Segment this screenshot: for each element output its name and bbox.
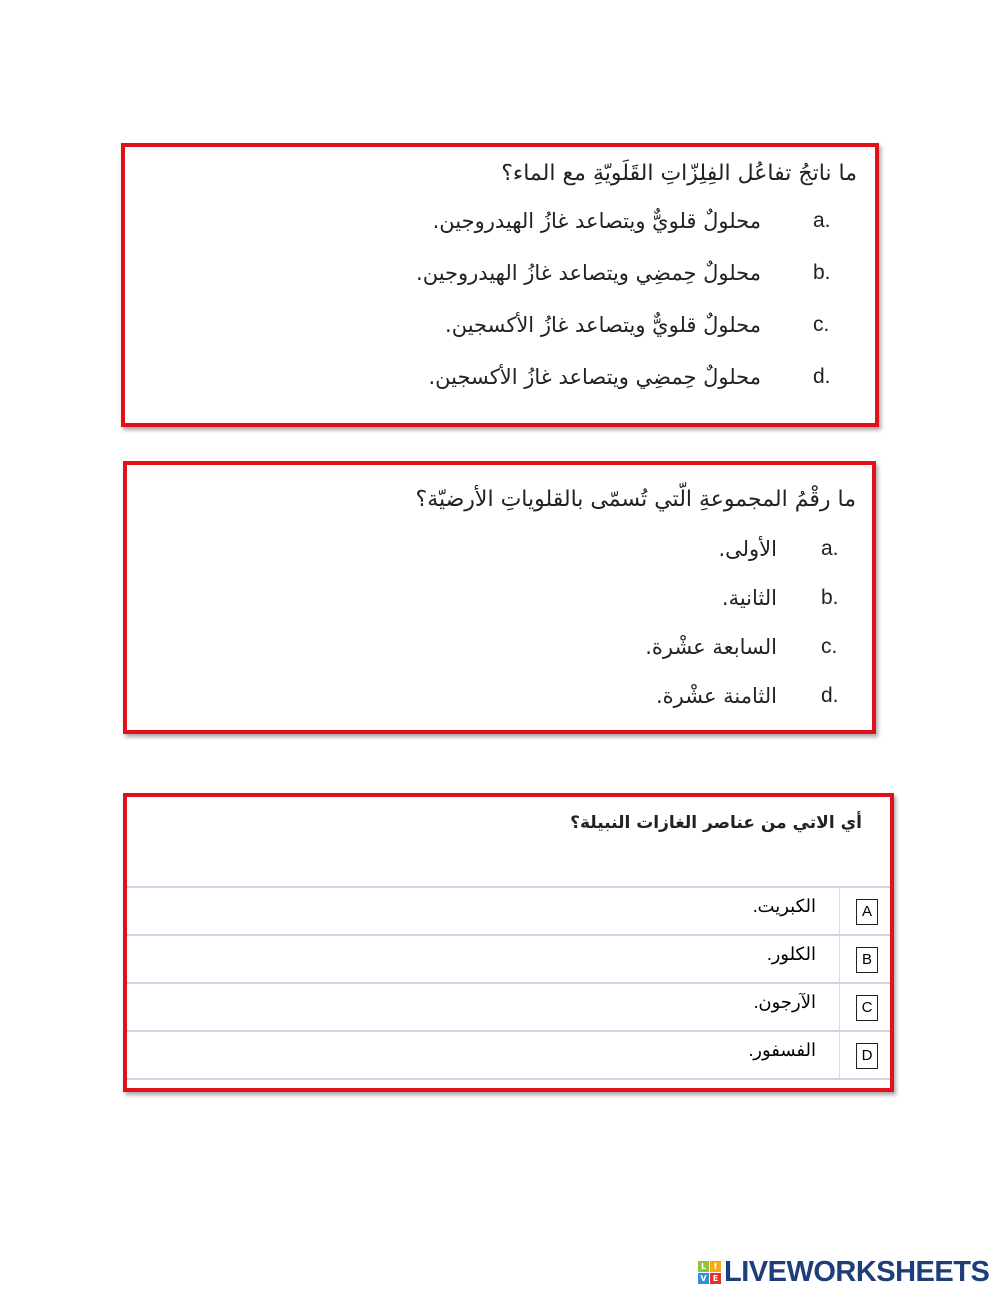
- option-d[interactable]: [127, 684, 872, 724]
- badge-letter: I: [710, 1261, 721, 1272]
- badge-letter: L: [698, 1261, 709, 1272]
- logo-text: LIVEWORKSHEETS: [724, 1256, 990, 1288]
- option-text: الآرجون.: [753, 992, 816, 1012]
- option-letter: B: [856, 947, 878, 973]
- option-letter: A: [856, 899, 878, 925]
- option-letter: c.: [813, 313, 830, 336]
- option-text: الكبريت.: [753, 896, 816, 916]
- option-d[interactable]: [127, 1030, 890, 1080]
- option-d[interactable]: [125, 365, 875, 405]
- option-c[interactable]: [127, 982, 890, 1030]
- badge-letter: E: [710, 1273, 721, 1284]
- option-letter: a.: [821, 537, 839, 560]
- option-letter: b.: [813, 261, 831, 284]
- option-b[interactable]: [127, 934, 890, 982]
- option-a[interactable]: [127, 537, 872, 577]
- option-letter: b.: [821, 586, 839, 609]
- option-text: الفسفور.: [748, 1040, 816, 1060]
- question-1-text: ما ناتجُ تفاعُل الفِلِزّاتِ القَلَويّةِ مع الماء؟: [501, 161, 857, 186]
- option-letter: C: [856, 995, 878, 1021]
- option-text: محلولٌ حِمضِي ويتصاعد غازُ الأكسجين.: [428, 365, 761, 389]
- question-2-text: ما رقْمُ المجموعةِ الّتي تُسمّى بالقلوياتِ الأرضيّة؟: [415, 487, 856, 512]
- option-b[interactable]: [125, 261, 875, 301]
- question-1-box: [121, 143, 879, 427]
- question-3-box: [123, 793, 894, 1092]
- option-letter: a.: [813, 209, 831, 232]
- option-a[interactable]: [127, 886, 890, 934]
- option-a[interactable]: [125, 209, 875, 249]
- option-text: الكلور.: [767, 944, 816, 964]
- option-text: السابعة عشْرة.: [645, 635, 777, 659]
- option-c[interactable]: [127, 635, 872, 675]
- option-letter: d.: [821, 684, 839, 707]
- option-text: محلولٌ قلويٌّ ويتصاعد غازُ الهيدروجين.: [432, 209, 761, 233]
- option-text: الثانية.: [721, 586, 777, 610]
- option-letter: D: [856, 1043, 878, 1069]
- option-text: الثامنة عشْرة.: [655, 684, 777, 708]
- option-letter: d.: [813, 365, 831, 388]
- question-2-box: [123, 461, 876, 734]
- logo-badge-icon: [698, 1261, 721, 1284]
- option-text: محلولٌ حِمضِي ويتصاعد غازُ الهيدروجين.: [416, 261, 761, 285]
- option-text: محلولٌ قلويٌّ ويتصاعد غازُ الأكسجين.: [445, 313, 761, 337]
- option-c[interactable]: [125, 313, 875, 353]
- liveworksheets-logo: [698, 1256, 989, 1289]
- option-letter: c.: [821, 635, 838, 658]
- question-3-text: أي الاتي من عناصر الغازات النبيلة؟: [570, 813, 862, 833]
- option-b[interactable]: [127, 586, 872, 626]
- badge-letter: V: [698, 1273, 709, 1284]
- option-text: الأولى.: [718, 537, 777, 561]
